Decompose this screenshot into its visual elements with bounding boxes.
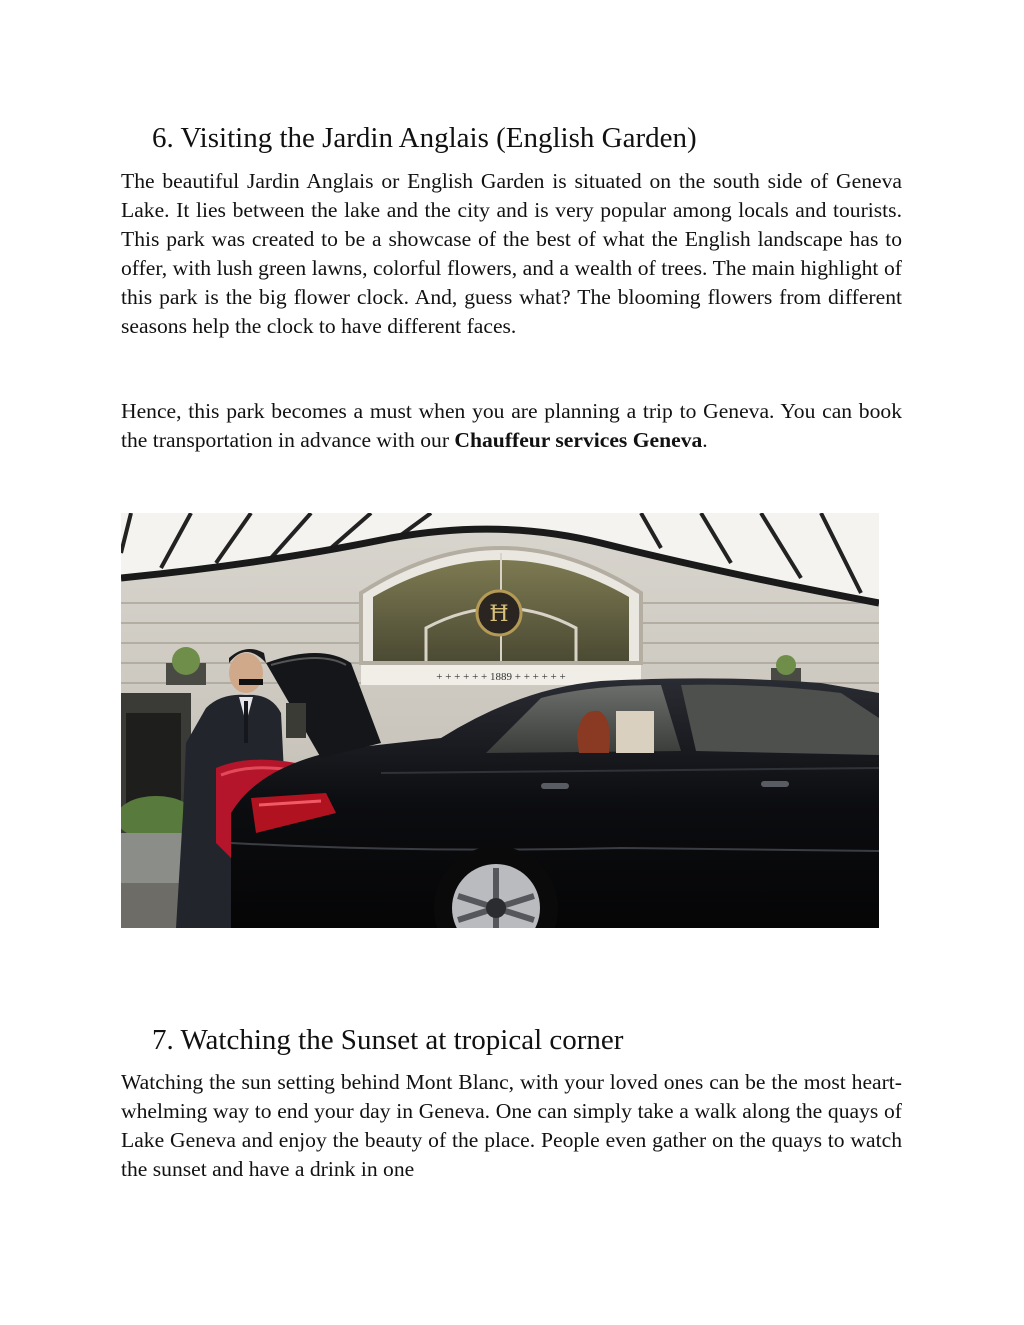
section-7-heading: 7. Watching the Sunset at tropical corner	[152, 1024, 624, 1056]
paragraph-2-end: .	[702, 428, 708, 452]
section-6-heading: 6. Visiting the Jardin Anglais (English Garden)	[152, 122, 697, 154]
paragraph-2-text: Hence, this park becomes a must when you are planning a trip to Geneva. You can book the transportation in advance with our	[121, 399, 902, 452]
section-7-paragraph-1: Watching the sun setting behind Mont Blanc, with your loved ones can be the most heart-whelming way to end your day in Geneva. One can simply take a walk along the quays of Lake Geneva and enjoy the beauty of the place. People even gather on the quays to watch the sunset and have a drink in one	[121, 1070, 902, 1181]
svg-text:Ħ: Ħ	[489, 602, 509, 627]
chauffeur-services-link-text: Chauffeur services Geneva	[454, 428, 703, 452]
section-6-paragraph-1: The beautiful Jardin Anglais or English Garden is situated on the south side of Geneva Lake. It lies between the lake and the city and is very popular among locals and tourists. This park was created to be a showcase of the best of what the English landscape has to offer, with lush green lawns, colorful flowers, and a wealth of trees. The main highlight of this park is the big flower clock. And, guess what? The blooming flowers from different seasons help the clock to have different faces.	[121, 169, 902, 338]
hotel-sign-text: + + + + + + 1889 + + + + + +	[436, 671, 566, 683]
hotel-chauffeur-photo	[121, 513, 879, 928]
section-6-paragraph-2	[121, 397, 902, 455]
